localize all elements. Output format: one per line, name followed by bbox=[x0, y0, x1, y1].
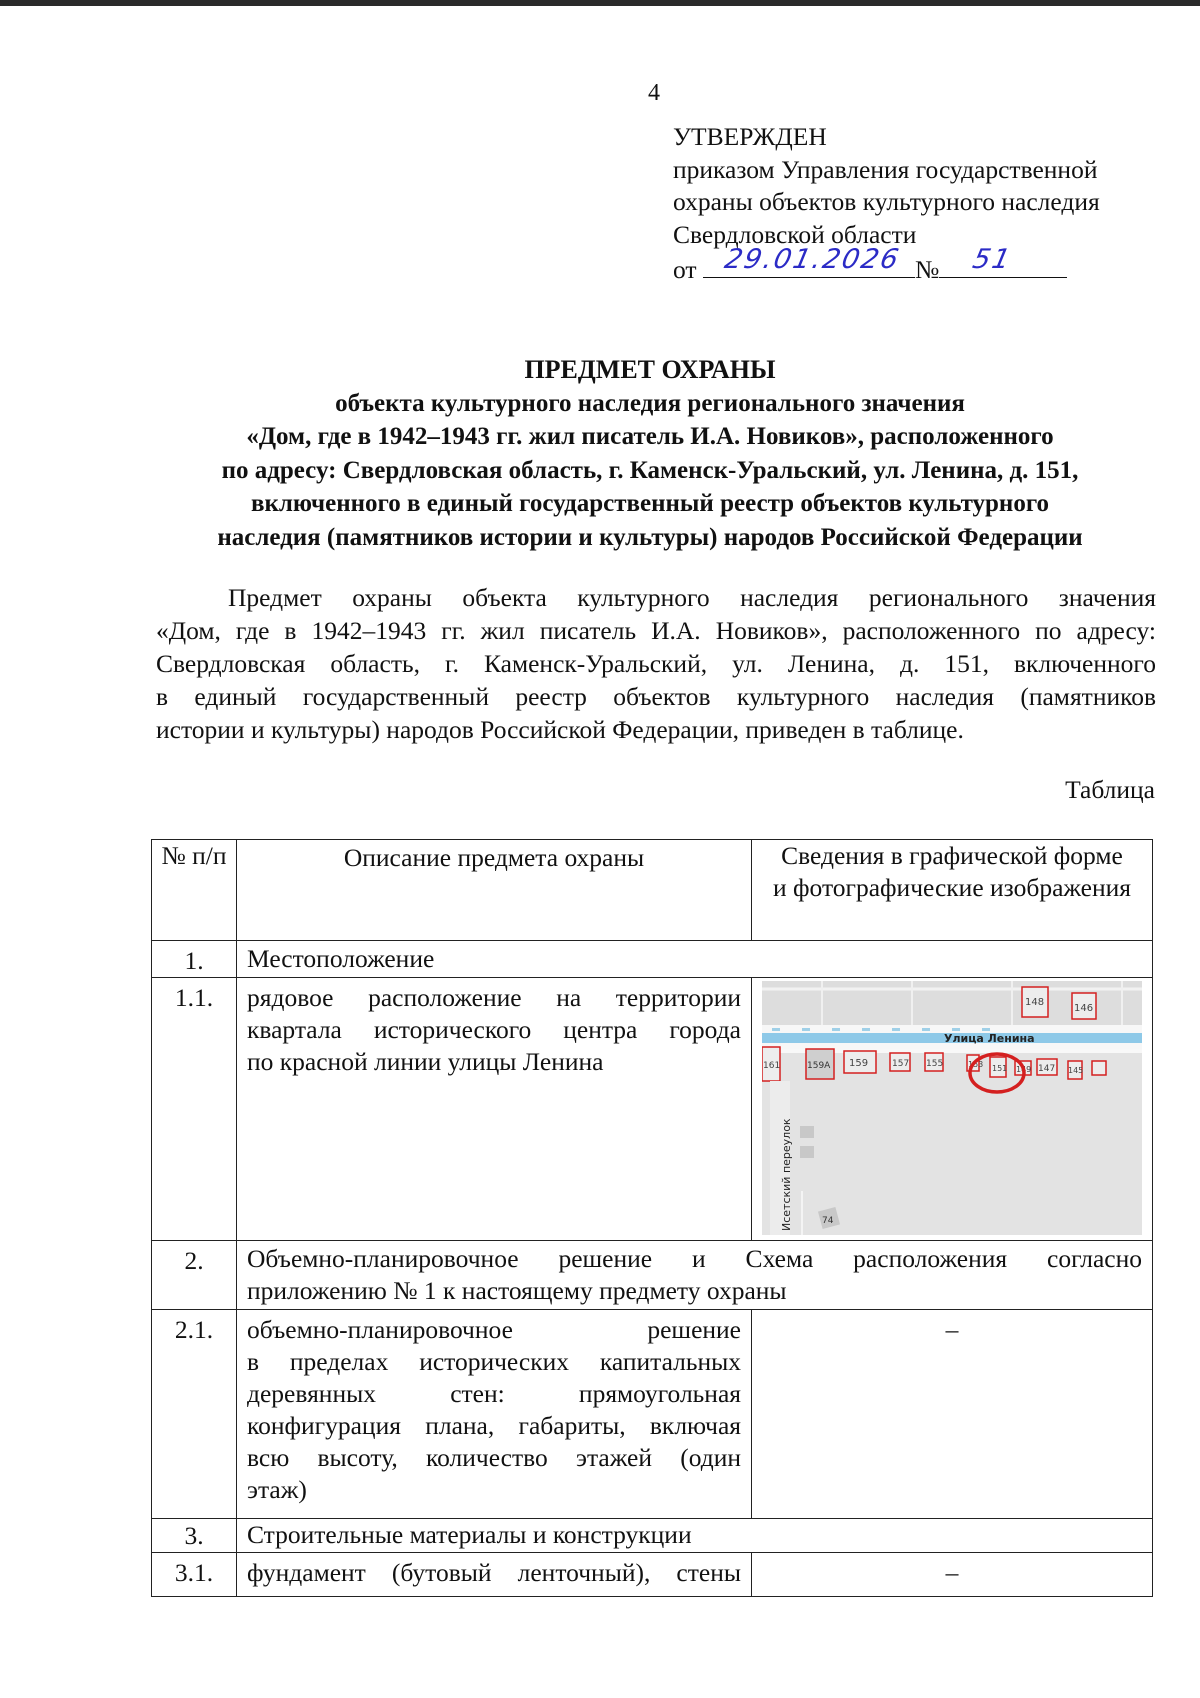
table-row bbox=[152, 978, 1153, 1241]
table-header-row bbox=[152, 840, 1153, 941]
row-graphics bbox=[752, 978, 1153, 1241]
row-num: 1. bbox=[152, 941, 237, 978]
scan-top-border bbox=[0, 0, 1200, 6]
svg-text:147: 147 bbox=[1038, 1064, 1056, 1074]
approval-block bbox=[673, 121, 1100, 285]
row-num: 3. bbox=[152, 1519, 237, 1553]
table-row bbox=[152, 1519, 1153, 1553]
title-line: «Дом, где в 1942–1943 гг. жил писатель И.А. Новиков», расположенного bbox=[246, 423, 1054, 450]
handwritten-number: 51 bbox=[970, 243, 1016, 275]
intro-line: истории и культуры) народов Российской Федерации, приведен в таблице. bbox=[156, 715, 964, 744]
number-prefix: № bbox=[914, 255, 940, 284]
svg-text:159: 159 bbox=[849, 1058, 869, 1069]
title-line: наследия (памятников истории и культуры) народов Российской Федерации bbox=[217, 523, 1083, 551]
svg-text:153: 153 bbox=[968, 1060, 984, 1069]
page-number: 4 bbox=[648, 80, 660, 106]
street-label: Улица Ленина bbox=[944, 1032, 1035, 1045]
header-graphics: Сведения в графической форме и фотографические изображения bbox=[752, 840, 1153, 941]
intro-paragraph bbox=[156, 581, 1156, 746]
svg-text:157: 157 bbox=[892, 1059, 910, 1069]
table-row bbox=[152, 941, 1153, 978]
svg-text:149: 149 bbox=[1016, 1065, 1032, 1074]
table-row bbox=[152, 1310, 1153, 1519]
title-line: объекта культурного наследия регионального значения bbox=[335, 389, 965, 417]
table-row bbox=[152, 1241, 1153, 1310]
svg-text:145: 145 bbox=[1068, 1066, 1084, 1075]
row-section-title: Объемно-планировочное решение и Схема расположения согласно приложению № 1 к настоящему предмету охраны bbox=[237, 1241, 1153, 1310]
approval-line: приказом Управления государственной bbox=[673, 154, 1098, 184]
row-graphics: – bbox=[752, 1310, 1153, 1519]
row-section-title: Строительные материалы и конструкции bbox=[237, 1519, 1153, 1553]
approval-line: Свердловской области bbox=[673, 219, 917, 249]
row-section-title: Местоположение bbox=[237, 941, 1153, 978]
intro-line: Свердловская область, г. Каменск-Уральский, ул. Ленина, д. 151, включенного bbox=[156, 649, 1156, 678]
intro-line: «Дом, где в 1942–1943 гг. жил писатель И.А. Новиков», расположенного по адресу: bbox=[156, 616, 1156, 645]
date-prefix: от bbox=[673, 255, 697, 284]
highlighted-building-number: 151 bbox=[992, 1064, 1008, 1073]
table-caption: Таблица bbox=[1065, 775, 1155, 804]
row-num: 2. bbox=[152, 1241, 237, 1310]
document-title bbox=[140, 353, 1160, 554]
building-number: 148 bbox=[1025, 997, 1045, 1008]
header-num: № п/п bbox=[152, 840, 237, 941]
row-num: 1.1. bbox=[152, 978, 237, 1241]
svg-text:161: 161 bbox=[763, 1061, 781, 1071]
approval-heading: УТВЕРЖДЕН bbox=[673, 122, 827, 151]
title-line: по адресу: Свердловская область, г. Каменск-Уральский, ул. Ленина, д. 151, bbox=[221, 456, 1079, 484]
row-num: 3.1. bbox=[152, 1553, 237, 1597]
row-graphics: – bbox=[752, 1553, 1153, 1597]
protection-table bbox=[151, 839, 1153, 1597]
building-number: 146 bbox=[1074, 1003, 1094, 1014]
header-description: Описание предмета охраны bbox=[237, 840, 752, 941]
intro-line: Предмет охраны объекта культурного наследия регионального значения bbox=[228, 583, 1156, 612]
svg-text:74: 74 bbox=[822, 1216, 834, 1226]
approval-date-number-row bbox=[673, 243, 1100, 285]
row-description: фундамент (бутовый ленточный), стены bbox=[237, 1553, 752, 1597]
lane-label: Исетский переулок bbox=[780, 1118, 793, 1231]
title-line: включенного в единый государственный реестр объектов культурного bbox=[250, 490, 1050, 517]
number-field bbox=[939, 243, 1067, 278]
row-description: рядовое расположение на территории квартала исторического центра города по красной линии улицы Ленина bbox=[237, 978, 752, 1241]
intro-line: в единый государственный реестр объектов культурного наследия (памятников bbox=[156, 682, 1156, 711]
row-description: объемно-планировочное решение в пределах исторических капитальных деревянных стен: прямоугольная конфигурация плана, габариты, включая всю высоту, количество этажей (один этаж) bbox=[237, 1310, 752, 1519]
approval-line: охраны объектов культурного наследия bbox=[673, 187, 1100, 216]
location-map bbox=[762, 981, 1142, 1235]
svg-text:155: 155 bbox=[926, 1059, 944, 1069]
svg-text:159А: 159А bbox=[807, 1061, 831, 1071]
row-num: 2.1. bbox=[152, 1310, 237, 1519]
table-row bbox=[152, 1553, 1153, 1597]
date-field bbox=[703, 243, 915, 278]
handwritten-date: 29.01.2026 bbox=[721, 243, 903, 275]
title-main: ПРЕДМЕТ ОХРАНЫ bbox=[524, 355, 776, 384]
